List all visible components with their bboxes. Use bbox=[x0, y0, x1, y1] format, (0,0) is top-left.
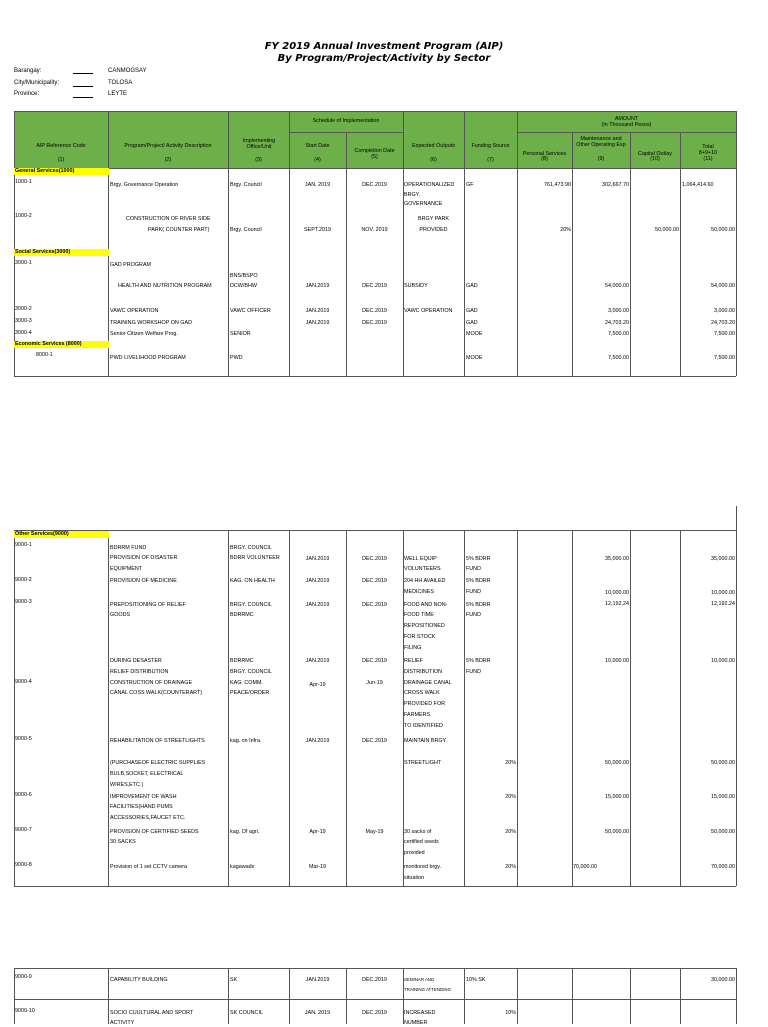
row-output: FOOD AND NON- bbox=[404, 602, 448, 608]
row-description: CONSTRUCTION OF RIVER SIDE bbox=[126, 216, 211, 222]
row-output: OPERATIONALIZED bbox=[404, 182, 455, 188]
row-start: Apr-19 bbox=[309, 682, 326, 688]
row-office: PEACE/ORDER bbox=[230, 690, 270, 696]
header-completion-number: (5) bbox=[371, 154, 378, 160]
row-code: 3000-1 bbox=[15, 260, 32, 266]
grid-line bbox=[346, 132, 347, 376]
row-output: FOR STOCK bbox=[404, 634, 436, 640]
row-total: 12,192.24 bbox=[711, 601, 735, 607]
row-fund: FUND bbox=[466, 669, 481, 675]
barangay-underline bbox=[73, 73, 93, 74]
row-total: 7,500.00 bbox=[714, 355, 735, 361]
grid-line bbox=[14, 999, 736, 1000]
row-output: PROVIDED bbox=[419, 227, 448, 233]
header-schedule: Schedule of Implementation bbox=[312, 118, 380, 124]
row-description: PWD LIVELIHOOD PROGRAM bbox=[110, 355, 186, 361]
header-capital-outlay: Capital Outlay bbox=[638, 151, 672, 157]
row-office: KAG. COMM. bbox=[230, 680, 263, 686]
row-description: CAPABILITY BUILDING bbox=[110, 977, 168, 983]
row-fund: 10% SK bbox=[466, 977, 486, 983]
row-description: BDRRM FUND bbox=[110, 545, 147, 551]
grid-line bbox=[517, 530, 518, 886]
header-funding: Funding Source bbox=[471, 143, 510, 149]
row-office: kag. on Infra. bbox=[230, 738, 262, 744]
row-start: JAN.2019 bbox=[305, 320, 330, 326]
row-fund: FUND bbox=[466, 566, 481, 572]
province-label: Province: bbox=[14, 91, 40, 97]
grid-line bbox=[680, 132, 681, 376]
row-end: DEC.2019 bbox=[362, 578, 387, 584]
header-mooe-number: (9) bbox=[597, 156, 605, 162]
row-description: BULB,SOCKET, ELECTRICAL bbox=[110, 771, 184, 777]
row-ps: 761,473.90 bbox=[544, 182, 571, 188]
row-description: FACILITIES(HAND PUMS bbox=[110, 804, 173, 810]
row-office: BDRRMC bbox=[230, 658, 254, 664]
row-description: PROVISION OF DISASTER bbox=[110, 555, 178, 561]
header-aip-code-number: (1) bbox=[57, 157, 65, 163]
grid-line bbox=[630, 968, 631, 1024]
row-fund: 5% BDRR bbox=[466, 658, 491, 664]
row-mooe: 7,500.00 bbox=[608, 355, 629, 361]
row-description: VAWC OPERATION bbox=[110, 308, 159, 314]
row-fund: 5% BDRR bbox=[466, 578, 491, 584]
row-code: 8000-1 bbox=[36, 352, 53, 358]
header-co-number: (10) bbox=[650, 156, 660, 162]
row-start: SEPT.2019 bbox=[304, 227, 331, 233]
row-total: 15,000.00 bbox=[711, 794, 735, 800]
row-output: DISTRIBUTION bbox=[404, 669, 443, 675]
row-start: Apr-19 bbox=[309, 829, 326, 835]
row-description: SOCIO CUULTURAL AND SPORT bbox=[110, 1010, 194, 1016]
row-code: 9000-4 bbox=[15, 679, 32, 685]
row-fund: MOOE bbox=[466, 331, 483, 337]
row-output: provided bbox=[404, 850, 425, 856]
row-end: DEC.2019 bbox=[362, 602, 387, 608]
barangay-value: CANMOGSAY bbox=[108, 68, 147, 74]
row-description: EQUIPMENT bbox=[110, 566, 143, 572]
city-value: TOLOSA bbox=[108, 80, 133, 86]
row-output: DRAINAGE CANAL bbox=[404, 680, 452, 686]
province-value: LEYTE bbox=[108, 91, 128, 97]
row-description: RELIEF DISTRIBUTION bbox=[110, 669, 169, 675]
row-output: FOOD TIME bbox=[404, 612, 434, 618]
row-output: PROVIDED FOR bbox=[404, 701, 446, 707]
grid-line bbox=[517, 968, 518, 1024]
section-general-services: General Services(1000) bbox=[14, 168, 109, 175]
header-personal-services: Personal Services bbox=[522, 151, 567, 157]
row-output: 204 HH AVAILED bbox=[404, 578, 446, 584]
header-mooe: Maintenance and Other Operating Exp bbox=[576, 136, 626, 148]
row-mooe: 3,000.00 bbox=[608, 308, 629, 314]
row-office: BDRRMC bbox=[230, 612, 254, 618]
row-output: TO IDENTIFIED bbox=[404, 723, 443, 729]
row-mooe: 35,000.00 bbox=[605, 556, 629, 562]
row-start: JAN. 2019 bbox=[304, 182, 331, 188]
row-code: 9000-10 bbox=[15, 1008, 35, 1014]
grid-line bbox=[736, 506, 737, 886]
row-office: DCW/BHW bbox=[230, 283, 257, 289]
section-other-services: Other Services(9000) bbox=[14, 531, 109, 538]
row-output: SEMINAR AND bbox=[404, 977, 435, 982]
row-total: 24,703.20 bbox=[711, 320, 735, 326]
row-description: PROVISION OF MEDICINE bbox=[110, 578, 177, 584]
header-outputs: Expected Outputs bbox=[412, 143, 455, 149]
row-output: STREETLIGHT bbox=[404, 760, 442, 766]
row-code: 3000-2 bbox=[15, 306, 32, 312]
row-mooe: 50,000.00 bbox=[605, 829, 629, 835]
row-total: 7,500.00 bbox=[714, 331, 735, 337]
row-office: Brgy. Council bbox=[230, 227, 262, 233]
row-office: SK COUNCIL bbox=[230, 1010, 263, 1016]
grid-line bbox=[228, 111, 229, 376]
row-code: 9000-6 bbox=[15, 792, 32, 798]
row-end: DEC.2019 bbox=[362, 182, 387, 188]
row-code: 3000-4 bbox=[15, 330, 32, 336]
row-end: DEC.2019 bbox=[362, 738, 387, 744]
row-description: ACTIVITY bbox=[110, 1020, 135, 1026]
row-total: 30,000.00 bbox=[711, 977, 735, 983]
grid-line bbox=[14, 376, 736, 377]
row-start: JAN.2019 bbox=[305, 308, 330, 314]
row-end: DEC.2019 bbox=[362, 977, 387, 983]
grid-line bbox=[630, 530, 631, 886]
header-aip-code: AIP Reference Code bbox=[36, 143, 86, 149]
row-mooe: 7,500.00 bbox=[608, 331, 629, 337]
grid-line bbox=[14, 886, 736, 887]
grid-line bbox=[572, 968, 573, 1024]
header-description-number: (2) bbox=[164, 157, 172, 163]
header-funding-number: (7) bbox=[487, 157, 494, 163]
row-output: WELL EQUIP bbox=[404, 556, 437, 562]
header-total-number: (11) bbox=[703, 155, 713, 162]
row-end: DEC.2019 bbox=[362, 1010, 387, 1016]
row-code: 9000-8 bbox=[15, 862, 32, 868]
row-total: 3,000.00 bbox=[714, 308, 735, 314]
grid-line bbox=[108, 530, 109, 886]
header-start-number: (4) bbox=[314, 157, 321, 163]
row-fund: 20% bbox=[505, 760, 516, 766]
row-start: JAN.2019 bbox=[305, 977, 330, 983]
row-description: DURING DESASTER bbox=[110, 658, 162, 664]
header-ps-number: (8) bbox=[541, 156, 548, 162]
row-total: 1,064,414.60 bbox=[682, 182, 714, 188]
row-code: 1000-1 bbox=[15, 179, 32, 185]
row-end: May-19 bbox=[365, 829, 384, 835]
row-output: VAWC OPERATION bbox=[404, 308, 453, 314]
row-description: 30 SACKS bbox=[110, 839, 136, 845]
header-start-date: Start Date bbox=[305, 143, 330, 149]
grid-line bbox=[228, 968, 229, 1024]
row-fund: 20% bbox=[505, 864, 516, 870]
row-output: TRAINING ATTENDING bbox=[404, 987, 451, 992]
row-description: WIRES,ETC.) bbox=[110, 782, 144, 788]
row-mooe: 302,667.70 bbox=[602, 182, 629, 188]
row-end: DEC.2019 bbox=[362, 283, 387, 289]
row-output: INCREASED bbox=[404, 1010, 436, 1016]
row-total: 70,000.00 bbox=[711, 864, 735, 870]
row-description: GAD PROGRAM bbox=[110, 262, 152, 268]
row-end: Jun-19 bbox=[366, 680, 383, 686]
row-office: BDRR VOLUNTEER bbox=[230, 555, 280, 561]
row-output: SUBSIDY bbox=[404, 283, 428, 289]
row-description: GOODS bbox=[110, 612, 131, 618]
row-start: Mar-19 bbox=[308, 864, 327, 870]
grid-line bbox=[736, 111, 737, 376]
row-output: REPOSITIONED bbox=[404, 623, 445, 629]
row-total: 50,000.00 bbox=[711, 227, 735, 233]
grid-line bbox=[14, 168, 736, 169]
row-code: 9000-3 bbox=[15, 599, 32, 605]
row-output: GOVERNANCE bbox=[404, 201, 443, 207]
header-office: Implementing Office/Unit bbox=[242, 138, 276, 150]
row-output: MAINTAIN BRGY. bbox=[404, 738, 447, 744]
row-output: certified seeds bbox=[404, 839, 439, 845]
row-output: BRGY PARK bbox=[418, 216, 449, 222]
row-office: SENIOR bbox=[230, 331, 251, 337]
row-office: BRGY. COUNCIL bbox=[230, 669, 272, 675]
row-office: BRGY. COUNCIL bbox=[230, 545, 272, 551]
row-total: 54,000.00 bbox=[711, 283, 735, 289]
grid-line bbox=[108, 968, 109, 1024]
row-output: situation bbox=[404, 875, 425, 881]
row-output: NUMBER bbox=[404, 1020, 428, 1026]
row-fund: GAD bbox=[466, 320, 478, 326]
row-total: 10,000.00 bbox=[711, 658, 735, 664]
header-amount-sub: (In Thousand Pesos) bbox=[601, 121, 652, 128]
grid-line bbox=[14, 530, 736, 531]
grid-line bbox=[630, 132, 631, 376]
row-description: CANAL COSS WALK(COUNTERART) bbox=[110, 690, 203, 696]
row-output: FARMERS bbox=[404, 712, 431, 718]
row-start: JAN.2019 bbox=[305, 602, 330, 608]
row-description: PARK( COUNTER PART) bbox=[148, 227, 210, 233]
row-fund: 20% bbox=[505, 829, 516, 835]
grid-line bbox=[14, 968, 736, 969]
row-code: 9000-9 bbox=[15, 974, 32, 980]
row-mooe: 50,000.00 bbox=[605, 760, 629, 766]
row-fund: 5% BDRR bbox=[466, 602, 491, 608]
row-code: 9000-2 bbox=[15, 577, 32, 583]
row-start: JAN.2019 bbox=[305, 578, 330, 584]
row-office: kag. Of agri. bbox=[230, 829, 260, 835]
row-fund: MOOE bbox=[466, 355, 483, 361]
row-output: monitored brgy. bbox=[404, 864, 442, 870]
header-completion-date: Completion Date bbox=[354, 148, 395, 154]
city-underline bbox=[73, 86, 93, 87]
header-description: Program/Project/ Activity Description bbox=[124, 143, 212, 149]
section-economic-services: Economic Services (8000) bbox=[14, 341, 109, 348]
row-code: 3000-3 bbox=[15, 318, 32, 324]
row-output: CROSS WALK bbox=[404, 690, 440, 696]
row-end: DEC.2019 bbox=[362, 658, 387, 664]
row-output: BRGY. bbox=[404, 192, 421, 198]
row-end: DEC.2019 bbox=[362, 556, 387, 562]
row-mooe: 54,000.00 bbox=[605, 283, 629, 289]
row-fund: GAD bbox=[466, 283, 478, 289]
row-mooe: 10,000.00 bbox=[605, 590, 629, 596]
row-total: 50,000.00 bbox=[711, 760, 735, 766]
row-fund: FUND bbox=[466, 612, 481, 618]
city-label: City/Municipality: bbox=[14, 80, 60, 86]
grid-line bbox=[228, 530, 229, 886]
row-fund: FUND bbox=[466, 589, 481, 595]
row-start: JAN.2019 bbox=[305, 556, 330, 562]
row-description: IMPROVEMENT OF WASH bbox=[110, 794, 177, 800]
row-total: 10,000.00 bbox=[711, 590, 735, 596]
header-outputs-number: (6) bbox=[430, 157, 437, 163]
row-ps: 70,000.00 bbox=[573, 864, 597, 870]
row-code: 1000-2 bbox=[15, 213, 32, 219]
row-end: DEC.2019 bbox=[362, 320, 387, 326]
document-title: FY 2019 Annual Investment Program (AIP) bbox=[264, 41, 504, 52]
row-description: TRAINING WORKSHOP ON GAD bbox=[110, 320, 192, 326]
grid-line bbox=[572, 132, 573, 376]
row-mooe: 15,000.00 bbox=[605, 794, 629, 800]
row-code: 9000-7 bbox=[15, 827, 32, 833]
section-social-services: Social Services(3000) bbox=[14, 249, 109, 256]
row-total: 50,000.00 bbox=[711, 829, 735, 835]
row-office: SK bbox=[230, 977, 238, 983]
province-underline bbox=[73, 97, 93, 98]
row-description: HEALTH AND NUTRITION PROGRAM bbox=[118, 283, 212, 289]
row-office: kagawads bbox=[230, 864, 255, 870]
header-total-formula: 8+9+10 bbox=[698, 149, 718, 156]
row-code: 9000-5 bbox=[15, 736, 32, 742]
row-start: JAN.2019 bbox=[305, 738, 330, 744]
row-fund: 10% bbox=[505, 1010, 516, 1016]
row-office: KAG. ON HEALTH bbox=[230, 578, 275, 584]
row-co: 50,000.00 bbox=[655, 227, 679, 233]
row-description: Provision of 1 set CCTV camera bbox=[110, 864, 187, 870]
row-description: REHABILITATION OF STREETLIGHTS bbox=[110, 738, 205, 744]
row-mooe: 12,192.24 bbox=[605, 601, 629, 607]
row-office: VAWC OFFICER bbox=[230, 308, 271, 314]
row-output: FILING bbox=[404, 645, 422, 651]
row-output: RELIEF bbox=[404, 658, 423, 664]
header-office-number: (3) bbox=[255, 157, 262, 163]
row-output: 30 sacks of bbox=[404, 829, 432, 835]
row-description: PROVISION OF CERTIFIED SEEDS bbox=[110, 829, 199, 835]
row-start: JAN. 2019 bbox=[304, 1010, 331, 1016]
row-fund: 5% BDRR bbox=[466, 556, 491, 562]
row-start: JAN.2019 bbox=[305, 283, 330, 289]
row-office: BRGY. COUNCIL bbox=[230, 602, 272, 608]
header-total: Total bbox=[702, 143, 714, 150]
row-office: BNS/BSPO bbox=[230, 273, 258, 279]
row-description: Brgy. Governance Operation bbox=[110, 182, 179, 188]
row-output: VOLUNTEERS bbox=[404, 566, 441, 572]
document-subtitle: By Program/Project/Activity by Sector bbox=[277, 53, 491, 64]
row-fund: 20% bbox=[505, 794, 516, 800]
row-description: Senior Citizen Welfare Prog. bbox=[110, 331, 178, 337]
row-description: (PURCHASEOF ELECTRIC SUPPLIES bbox=[110, 760, 206, 766]
header-amount: AMOUNT bbox=[614, 115, 639, 122]
grid-line bbox=[736, 968, 737, 1024]
row-output: MEDICINES bbox=[404, 589, 434, 595]
row-description: CONSTRUCTION OF DRAINAGE bbox=[110, 680, 193, 686]
row-fund: GF bbox=[466, 182, 474, 188]
row-ps: 20% bbox=[560, 227, 571, 233]
row-end: DEC.2019 bbox=[362, 308, 387, 314]
grid-line bbox=[14, 111, 736, 112]
row-code: 9000-1 bbox=[15, 542, 32, 548]
row-office: Brgy. Council bbox=[230, 182, 262, 188]
row-office: PWD bbox=[230, 355, 243, 361]
row-description: ACCESSORIES,FAUCET ETC. bbox=[110, 815, 186, 821]
row-fund: GAD bbox=[466, 308, 478, 314]
row-description: PREPOSITIONING OF RELIEF bbox=[110, 602, 186, 608]
row-mooe: 10,000.00 bbox=[605, 658, 629, 664]
row-total: 35,000.00 bbox=[711, 556, 735, 562]
barangay-label: Barangay: bbox=[14, 68, 42, 74]
row-end: NOV. 2019 bbox=[361, 227, 388, 233]
row-mooe: 24,703.20 bbox=[605, 320, 629, 326]
row-start: JAN.2019 bbox=[305, 658, 330, 664]
